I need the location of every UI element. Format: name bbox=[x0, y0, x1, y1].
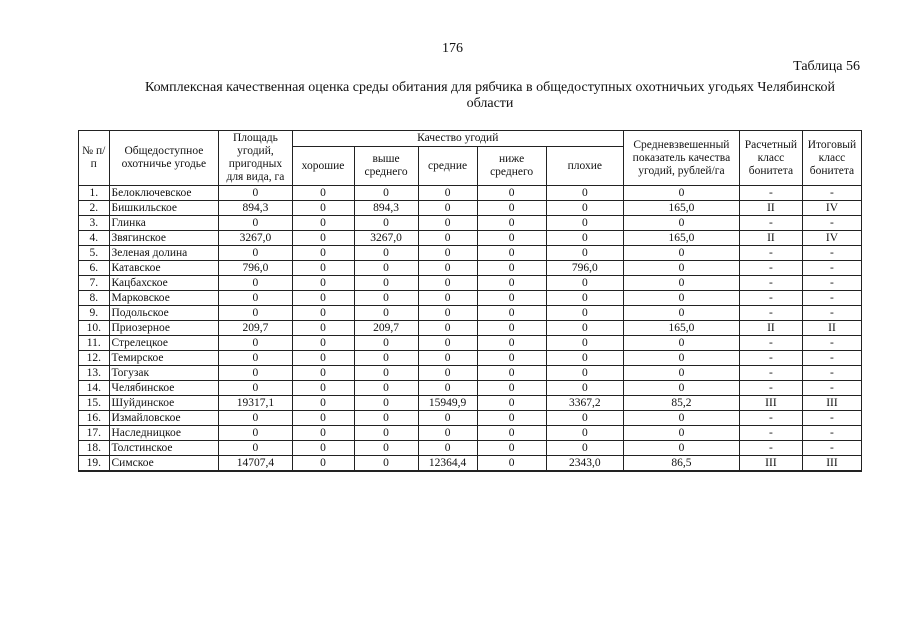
cell-name: Тогузак bbox=[109, 366, 219, 381]
cell-calc-class: - bbox=[739, 411, 802, 426]
table-row bbox=[79, 276, 862, 291]
cell-mid: 0 bbox=[418, 276, 477, 291]
cell-below: 0 bbox=[477, 366, 546, 381]
cell-num: 9. bbox=[79, 306, 110, 321]
table-row bbox=[79, 321, 862, 336]
cell-good: 0 bbox=[292, 261, 354, 276]
cell-good: 0 bbox=[292, 216, 354, 231]
cell-weighted: 165,0 bbox=[623, 231, 739, 246]
cell-num: 8. bbox=[79, 291, 110, 306]
table-row bbox=[79, 351, 862, 366]
cell-above: 894,3 bbox=[354, 201, 418, 216]
cell-area: 0 bbox=[219, 336, 292, 351]
cell-name: Подольское bbox=[109, 306, 219, 321]
cell-bad: 0 bbox=[546, 201, 623, 216]
header-final-class: Итоговый класс бонитета bbox=[802, 131, 861, 186]
cell-num: 3. bbox=[79, 216, 110, 231]
header-name: Общедоступное охотничье угодье bbox=[109, 131, 219, 186]
table-body bbox=[79, 186, 862, 472]
cell-name: Кацбахское bbox=[109, 276, 219, 291]
cell-mid: 0 bbox=[418, 336, 477, 351]
cell-num: 15. bbox=[79, 396, 110, 411]
cell-area: 0 bbox=[219, 306, 292, 321]
table-row bbox=[79, 336, 862, 351]
table-row bbox=[79, 411, 862, 426]
cell-below: 0 bbox=[477, 411, 546, 426]
cell-num: 2. bbox=[79, 201, 110, 216]
cell-good: 0 bbox=[292, 381, 354, 396]
cell-below: 0 bbox=[477, 381, 546, 396]
cell-final-class: - bbox=[802, 216, 861, 231]
cell-final-class: III bbox=[802, 456, 861, 472]
cell-num: 12. bbox=[79, 351, 110, 366]
cell-bad: 0 bbox=[546, 366, 623, 381]
cell-mid: 15949,9 bbox=[418, 396, 477, 411]
cell-bad: 0 bbox=[546, 336, 623, 351]
cell-final-class: - bbox=[802, 276, 861, 291]
cell-name: Катавское bbox=[109, 261, 219, 276]
page-title: Комплексная качественная оценка среды обитания для рябчика в общедоступных охотничьих угодьях Челябинской области bbox=[144, 80, 836, 111]
cell-name: Глинка bbox=[109, 216, 219, 231]
cell-mid: 0 bbox=[418, 291, 477, 306]
cell-good: 0 bbox=[292, 291, 354, 306]
cell-above: 0 bbox=[354, 186, 418, 201]
cell-name: Белоключевское bbox=[109, 186, 219, 201]
cell-good: 0 bbox=[292, 411, 354, 426]
cell-weighted: 0 bbox=[623, 306, 739, 321]
cell-bad: 0 bbox=[546, 276, 623, 291]
cell-good: 0 bbox=[292, 351, 354, 366]
cell-below: 0 bbox=[477, 456, 546, 472]
cell-name: Симское bbox=[109, 456, 219, 472]
cell-good: 0 bbox=[292, 396, 354, 411]
cell-below: 0 bbox=[477, 291, 546, 306]
cell-below: 0 bbox=[477, 351, 546, 366]
cell-mid: 0 bbox=[418, 231, 477, 246]
cell-good: 0 bbox=[292, 231, 354, 246]
cell-weighted: 0 bbox=[623, 411, 739, 426]
cell-calc-class: - bbox=[739, 351, 802, 366]
cell-below: 0 bbox=[477, 186, 546, 201]
cell-name: Измайловское bbox=[109, 411, 219, 426]
cell-final-class: II bbox=[802, 321, 861, 336]
table-row bbox=[79, 231, 862, 246]
header-quality-mid: средние bbox=[418, 147, 477, 186]
cell-num: 19. bbox=[79, 456, 110, 472]
cell-mid: 0 bbox=[418, 366, 477, 381]
cell-num: 7. bbox=[79, 276, 110, 291]
cell-above: 0 bbox=[354, 276, 418, 291]
header-quality-bad: плохие bbox=[546, 147, 623, 186]
cell-final-class: - bbox=[802, 411, 861, 426]
cell-below: 0 bbox=[477, 321, 546, 336]
cell-final-class: - bbox=[802, 336, 861, 351]
cell-bad: 0 bbox=[546, 441, 623, 456]
cell-good: 0 bbox=[292, 321, 354, 336]
cell-num: 6. bbox=[79, 261, 110, 276]
cell-bad: 0 bbox=[546, 216, 623, 231]
cell-mid: 0 bbox=[418, 411, 477, 426]
cell-good: 0 bbox=[292, 246, 354, 261]
cell-area: 0 bbox=[219, 411, 292, 426]
table-row bbox=[79, 246, 862, 261]
cell-area: 796,0 bbox=[219, 261, 292, 276]
cell-area: 14707,4 bbox=[219, 456, 292, 472]
cell-mid: 0 bbox=[418, 186, 477, 201]
cell-below: 0 bbox=[477, 201, 546, 216]
cell-calc-class: II bbox=[739, 231, 802, 246]
cell-below: 0 bbox=[477, 441, 546, 456]
cell-num: 18. bbox=[79, 441, 110, 456]
table-label: Таблица 56 bbox=[793, 59, 860, 74]
cell-above: 0 bbox=[354, 216, 418, 231]
table-header-row bbox=[79, 131, 862, 147]
cell-final-class: - bbox=[802, 306, 861, 321]
cell-mid: 0 bbox=[418, 216, 477, 231]
header-quality-below: ниже среднего bbox=[477, 147, 546, 186]
cell-name: Наследницкое bbox=[109, 426, 219, 441]
cell-good: 0 bbox=[292, 186, 354, 201]
header-calc-class: Расчетный класс бонитета bbox=[739, 131, 802, 186]
cell-below: 0 bbox=[477, 426, 546, 441]
cell-area: 0 bbox=[219, 186, 292, 201]
cell-area: 0 bbox=[219, 216, 292, 231]
cell-weighted: 0 bbox=[623, 246, 739, 261]
cell-above: 0 bbox=[354, 336, 418, 351]
cell-calc-class: - bbox=[739, 291, 802, 306]
cell-num: 10. bbox=[79, 321, 110, 336]
cell-weighted: 0 bbox=[623, 261, 739, 276]
table-row bbox=[79, 261, 862, 276]
cell-final-class: - bbox=[802, 186, 861, 201]
cell-above: 0 bbox=[354, 411, 418, 426]
cell-num: 5. bbox=[79, 246, 110, 261]
cell-below: 0 bbox=[477, 396, 546, 411]
cell-mid: 0 bbox=[418, 426, 477, 441]
cell-bad: 0 bbox=[546, 186, 623, 201]
cell-below: 0 bbox=[477, 261, 546, 276]
cell-final-class: - bbox=[802, 441, 861, 456]
cell-below: 0 bbox=[477, 231, 546, 246]
header-weighted: Средневзвешенный показатель качества угодий, рублей/га bbox=[623, 131, 739, 186]
cell-name: Приозерное bbox=[109, 321, 219, 336]
table-row bbox=[79, 291, 862, 306]
cell-above: 0 bbox=[354, 246, 418, 261]
cell-calc-class: - bbox=[739, 276, 802, 291]
cell-below: 0 bbox=[477, 276, 546, 291]
header-quality-good: хорошие bbox=[292, 147, 354, 186]
cell-above: 3267,0 bbox=[354, 231, 418, 246]
cell-final-class: IV bbox=[802, 231, 861, 246]
cell-num: 11. bbox=[79, 336, 110, 351]
cell-area: 0 bbox=[219, 246, 292, 261]
cell-weighted: 86,5 bbox=[623, 456, 739, 472]
cell-above: 0 bbox=[354, 381, 418, 396]
cell-calc-class: - bbox=[739, 381, 802, 396]
cell-calc-class: III bbox=[739, 456, 802, 472]
cell-mid: 0 bbox=[418, 321, 477, 336]
cell-area: 19317,1 bbox=[219, 396, 292, 411]
cell-good: 0 bbox=[292, 456, 354, 472]
cell-final-class: III bbox=[802, 396, 861, 411]
table-row bbox=[79, 396, 862, 411]
cell-calc-class: - bbox=[739, 336, 802, 351]
cell-below: 0 bbox=[477, 336, 546, 351]
cell-good: 0 bbox=[292, 306, 354, 321]
cell-mid: 0 bbox=[418, 306, 477, 321]
cell-above: 0 bbox=[354, 306, 418, 321]
cell-good: 0 bbox=[292, 441, 354, 456]
cell-below: 0 bbox=[477, 216, 546, 231]
cell-above: 0 bbox=[354, 291, 418, 306]
header-quality-above: выше среднего bbox=[354, 147, 418, 186]
cell-final-class: - bbox=[802, 351, 861, 366]
habitat-quality-table bbox=[78, 130, 862, 472]
cell-mid: 0 bbox=[418, 441, 477, 456]
cell-above: 209,7 bbox=[354, 321, 418, 336]
cell-weighted: 0 bbox=[623, 186, 739, 201]
cell-area: 0 bbox=[219, 276, 292, 291]
cell-mid: 0 bbox=[418, 246, 477, 261]
cell-bad: 0 bbox=[546, 381, 623, 396]
cell-area: 0 bbox=[219, 366, 292, 381]
cell-bad: 3367,2 bbox=[546, 396, 623, 411]
cell-good: 0 bbox=[292, 366, 354, 381]
cell-weighted: 85,2 bbox=[623, 396, 739, 411]
cell-weighted: 165,0 bbox=[623, 201, 739, 216]
cell-final-class: IV bbox=[802, 201, 861, 216]
cell-final-class: - bbox=[802, 366, 861, 381]
cell-calc-class: II bbox=[739, 321, 802, 336]
cell-weighted: 0 bbox=[623, 441, 739, 456]
cell-weighted: 0 bbox=[623, 336, 739, 351]
cell-num: 4. bbox=[79, 231, 110, 246]
cell-calc-class: - bbox=[739, 186, 802, 201]
table-row bbox=[79, 216, 862, 231]
cell-area: 894,3 bbox=[219, 201, 292, 216]
cell-bad: 0 bbox=[546, 246, 623, 261]
cell-calc-class: II bbox=[739, 201, 802, 216]
cell-name: Марковское bbox=[109, 291, 219, 306]
header-quality: Качество угодий bbox=[292, 131, 623, 147]
cell-bad: 0 bbox=[546, 321, 623, 336]
cell-bad: 0 bbox=[546, 426, 623, 441]
cell-final-class: - bbox=[802, 426, 861, 441]
cell-bad: 0 bbox=[546, 411, 623, 426]
cell-weighted: 0 bbox=[623, 291, 739, 306]
cell-calc-class: - bbox=[739, 216, 802, 231]
header-area: Площадь угодий, пригодных для вида, га bbox=[219, 131, 292, 186]
cell-name: Шуйдинское bbox=[109, 396, 219, 411]
cell-mid: 12364,4 bbox=[418, 456, 477, 472]
cell-weighted: 0 bbox=[623, 216, 739, 231]
cell-area: 0 bbox=[219, 426, 292, 441]
cell-mid: 0 bbox=[418, 381, 477, 396]
cell-mid: 0 bbox=[418, 351, 477, 366]
cell-name: Темирское bbox=[109, 351, 219, 366]
cell-above: 0 bbox=[354, 261, 418, 276]
cell-calc-class: III bbox=[739, 396, 802, 411]
cell-bad: 0 bbox=[546, 351, 623, 366]
cell-area: 0 bbox=[219, 291, 292, 306]
header-num: № п/п bbox=[79, 131, 110, 186]
cell-mid: 0 bbox=[418, 201, 477, 216]
cell-weighted: 165,0 bbox=[623, 321, 739, 336]
cell-bad: 0 bbox=[546, 291, 623, 306]
page-number: 176 bbox=[442, 41, 463, 56]
cell-good: 0 bbox=[292, 336, 354, 351]
cell-area: 0 bbox=[219, 441, 292, 456]
cell-above: 0 bbox=[354, 351, 418, 366]
cell-name: Бишкильское bbox=[109, 201, 219, 216]
cell-above: 0 bbox=[354, 441, 418, 456]
cell-good: 0 bbox=[292, 276, 354, 291]
cell-above: 0 bbox=[354, 366, 418, 381]
cell-weighted: 0 bbox=[623, 351, 739, 366]
cell-weighted: 0 bbox=[623, 426, 739, 441]
cell-final-class: - bbox=[802, 261, 861, 276]
cell-weighted: 0 bbox=[623, 366, 739, 381]
cell-num: 13. bbox=[79, 366, 110, 381]
cell-name: Толстинское bbox=[109, 441, 219, 456]
cell-name: Челябинское bbox=[109, 381, 219, 396]
cell-good: 0 bbox=[292, 426, 354, 441]
cell-weighted: 0 bbox=[623, 276, 739, 291]
cell-above: 0 bbox=[354, 396, 418, 411]
cell-bad: 796,0 bbox=[546, 261, 623, 276]
cell-above: 0 bbox=[354, 456, 418, 472]
cell-name: Зеленая долина bbox=[109, 246, 219, 261]
cell-area: 0 bbox=[219, 381, 292, 396]
table-row bbox=[79, 201, 862, 216]
cell-num: 14. bbox=[79, 381, 110, 396]
table-row bbox=[79, 306, 862, 321]
cell-below: 0 bbox=[477, 306, 546, 321]
cell-area: 3267,0 bbox=[219, 231, 292, 246]
table-row bbox=[79, 456, 862, 472]
cell-good: 0 bbox=[292, 201, 354, 216]
table-row bbox=[79, 186, 862, 201]
cell-num: 1. bbox=[79, 186, 110, 201]
cell-num: 17. bbox=[79, 426, 110, 441]
cell-below: 0 bbox=[477, 246, 546, 261]
cell-calc-class: - bbox=[739, 246, 802, 261]
table-row bbox=[79, 381, 862, 396]
cell-area: 0 bbox=[219, 351, 292, 366]
cell-area: 209,7 bbox=[219, 321, 292, 336]
cell-bad: 0 bbox=[546, 231, 623, 246]
cell-weighted: 0 bbox=[623, 381, 739, 396]
cell-calc-class: - bbox=[739, 366, 802, 381]
cell-calc-class: - bbox=[739, 306, 802, 321]
cell-above: 0 bbox=[354, 426, 418, 441]
table-row bbox=[79, 366, 862, 381]
cell-calc-class: - bbox=[739, 426, 802, 441]
table-row bbox=[79, 426, 862, 441]
cell-calc-class: - bbox=[739, 261, 802, 276]
cell-name: Звягинское bbox=[109, 231, 219, 246]
cell-bad: 2343,0 bbox=[546, 456, 623, 472]
cell-mid: 0 bbox=[418, 261, 477, 276]
cell-bad: 0 bbox=[546, 306, 623, 321]
cell-name: Стрелецкое bbox=[109, 336, 219, 351]
table-row bbox=[79, 441, 862, 456]
cell-num: 16. bbox=[79, 411, 110, 426]
cell-final-class: - bbox=[802, 381, 861, 396]
cell-final-class: - bbox=[802, 246, 861, 261]
cell-calc-class: - bbox=[739, 441, 802, 456]
cell-final-class: - bbox=[802, 291, 861, 306]
